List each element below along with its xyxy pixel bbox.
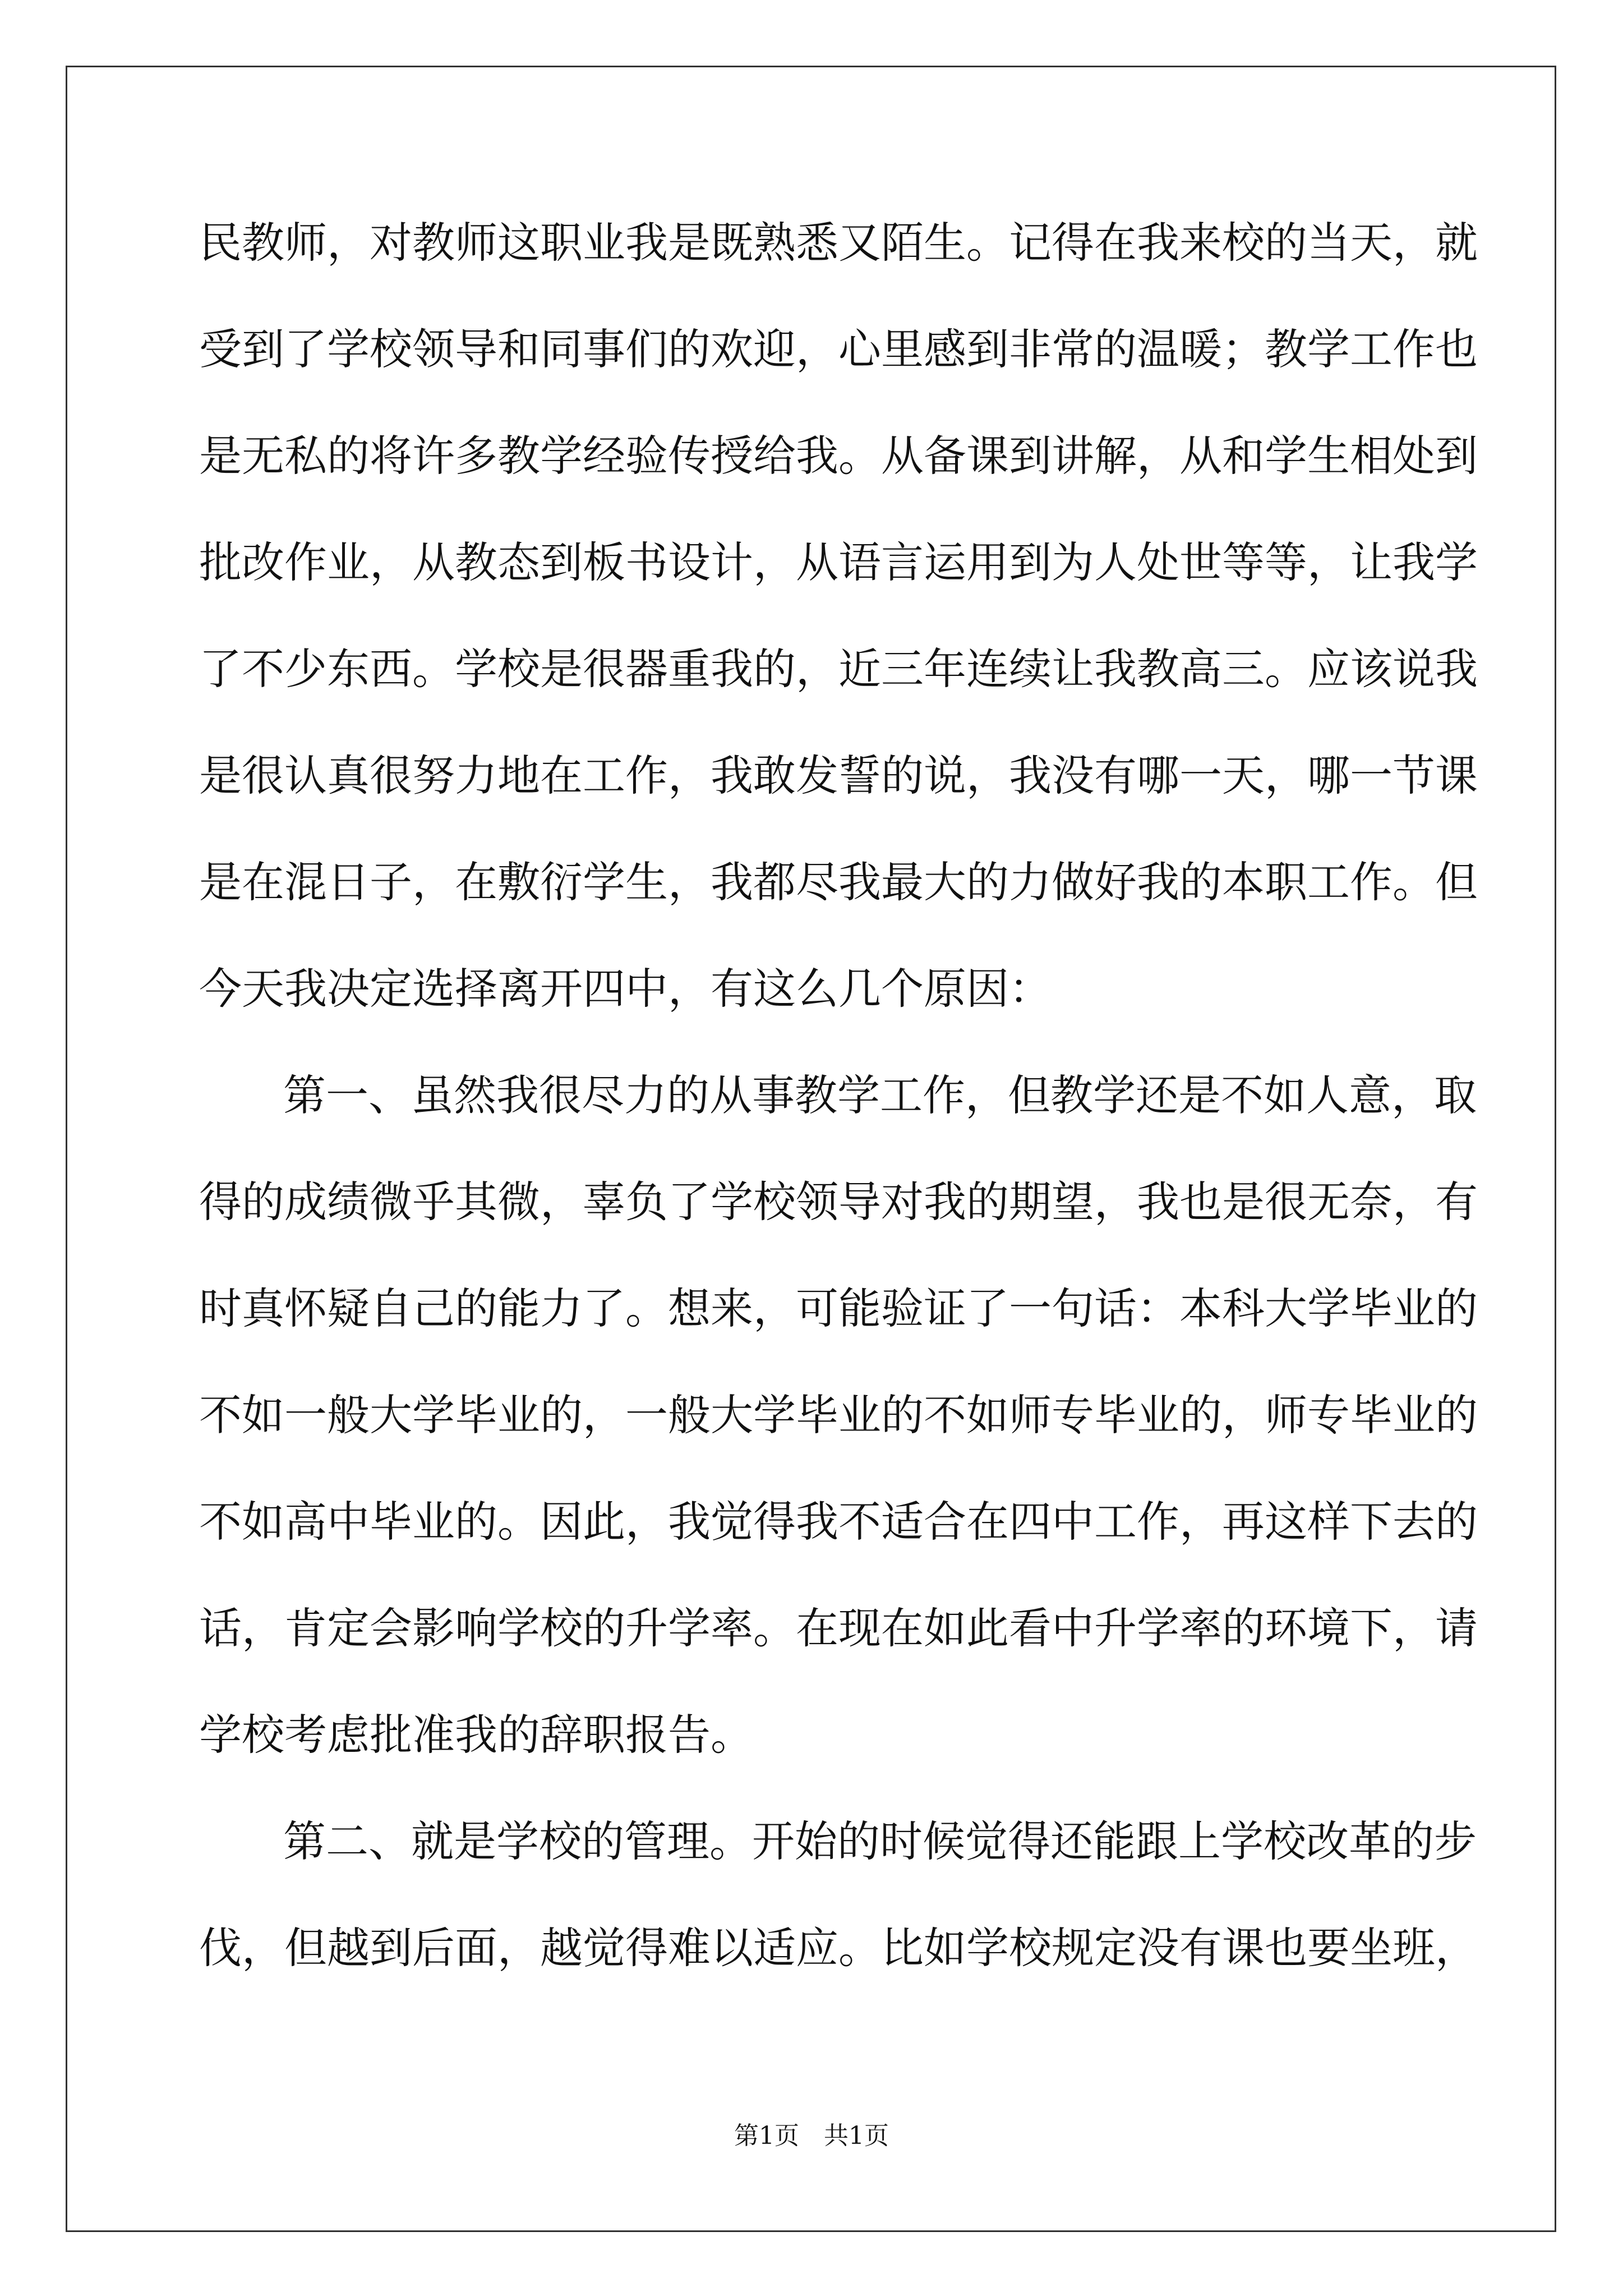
page-footer <box>0 2119 1623 2153</box>
text-line: 是很认真很努力地在工作，我敢发誓的说，我没有哪一天，哪一节课 <box>199 751 1478 800</box>
text-line: 不如一般大学毕业的，一般大学毕业的不如师专毕业的，师专毕业的 <box>199 1390 1478 1440</box>
text-line: 是无私的将许多教学经验传授给我。从备课到讲解，从和学生相处到 <box>199 431 1478 481</box>
text-line: 民教师，对教师这职业我是既熟悉又陌生。记得在我来校的当天，就 <box>199 218 1478 268</box>
page-border <box>66 66 1556 2232</box>
paragraph-first-line: 第一、虽然我很尽力的从事教学工作，但教学还是不如人意，取 <box>283 1070 1477 1120</box>
text-line: 时真怀疑自己的能力了。想来，可能验证了一句话：本科大学毕业的 <box>199 1283 1478 1333</box>
text-line: 伐，但越到后面，越觉得难以适应。比如学校规定没有课也要坐班， <box>199 1923 1478 1973</box>
page-total: 共1页 <box>824 2122 889 2150</box>
text-line: 批改作业，从教态到板书设计，从语言运用到为人处世等等，让我学 <box>199 537 1478 587</box>
page-number: 第1页 <box>734 2122 799 2150</box>
text-line: 是在混日子，在敷衍学生，我都尽我最大的力做好我的本职工作。但 <box>199 857 1478 907</box>
text-line: 今天我决定选择离开四中，有这么几个原因： <box>199 964 1052 1014</box>
text-line: 受到了学校领导和同事们的欢迎，心里感到非常的温暖；教学工作也 <box>199 324 1478 374</box>
text-line: 不如高中毕业的。因此，我觉得我不适合在四中工作，再这样下去的 <box>199 1497 1478 1547</box>
text-line: 话，肯定会影响学校的升学率。在现在如此看中升学率的环境下，请 <box>199 1603 1478 1653</box>
text-line: 了不少东西。学校是很器重我的，近三年连续让我教高三。应该说我 <box>199 644 1478 694</box>
paragraph-first-line: 第二、就是学校的管理。开始的时候觉得还能跟上学校改革的步 <box>283 1816 1477 1866</box>
text-line: 得的成绩微乎其微，辜负了学校领导对我的期望，我也是很无奈，有 <box>199 1177 1478 1227</box>
text-line: 学校考虑批准我的辞职报告。 <box>199 1710 753 1760</box>
